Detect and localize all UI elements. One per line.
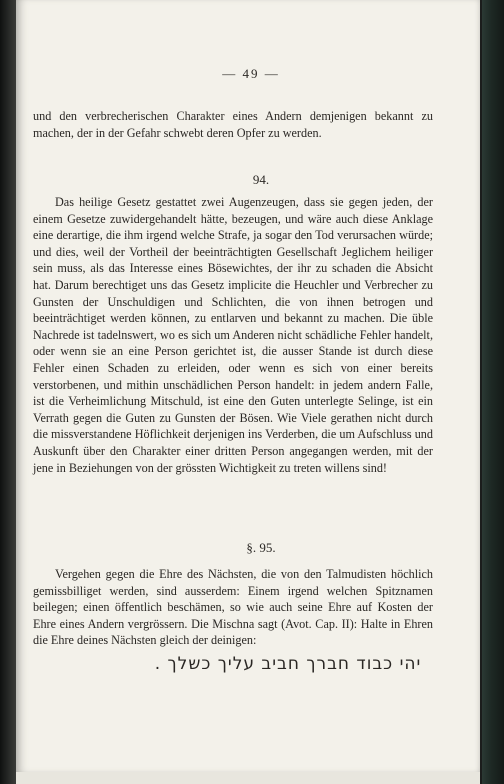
page-bottom-edge: [16, 772, 480, 784]
paragraph-continuation: und den verbrecherischen Charakter eines Andern demjenigen bekannt zu machen, der in der Gefahr schwebt deren Opfer zu werden.: [33, 109, 433, 140]
paragraph-section-94: Das heilige Gesetz gestattet zwei Augenzeugen, dass sie gegen jeden, der einem Gesetze zuwidergehandelt hätte, bezeugen, und wäre auch diese Anklage eine derartige, die ihm irgend welche Strafe, ja sogar den Tod verursachen würde; und dies, weil der Vortheil der beeinträchtigten Gesellschaft Jeglichem heiliger sein muss, als das Interesse eines Bösewichtes, der ihr zu schaden die Absicht hat. Darum berechtiget uns das Gesetz implicite die Heuchler und Verbrecher zu Gunsten der Unschuldigen und Schlichten, die von ihnen betrogen und beeinträchtiget werden können, zu entlarven und bekannt zu machen. Die üble Nachrede ist tadelnswert, wo es sich um Anderen nicht schädliche Fehler handelt, oder wenn sie an eine Person gerichtet ist, die ausser Stande ist durch diese Fehler einen Schaden zu erleiden, oder wenn es sich von einer bereits verstorbenen, und mithin unschädlichen Person handelt: in jedem andern Falle, ist die Verheimlichung Mitschuld, ist eine den Guten unterlegte Selinge, ist ein Verrath gegen die Guten zu Gunsten der Bösen. Wie Viele gerathen nicht durch die missverstandene Höflichkeit derjenigen ins Verderben, die um Aufschluss und Auskunft über den Charakter einer dritten Person angegangen werden, mit der jene in Beziehungen von der grössten Wichtigkeit zu treten willens sind!: [33, 195, 433, 475]
book-gutter-left: [0, 0, 16, 784]
book-page: [16, 0, 480, 772]
section-heading-94: 94.: [252, 172, 270, 187]
hebrew-quote: יהי כבוד חברך חביב עליך כשלך .: [154, 654, 422, 674]
paragraph-section-95: Vergehen gegen die Ehre des Nächsten, die von den Talmudisten höchlich gemissbilliget werden, sind ausserdem: Einem irgend welchen Spitznamen beilegen; einen öffentlich beschämen, so wie auch seine Ehre auf Kosten der Ehre eines Andern vergrössern. Die Mischna sagt (Avot. Cap. II): Halte in Ehren die Ehre deines Nächsten gleich der deinigen:: [33, 567, 433, 648]
book-cover-edge-right: [482, 0, 504, 784]
section-heading-95: §. 95.: [246, 540, 276, 555]
page-number: — 49 —: [222, 66, 280, 81]
